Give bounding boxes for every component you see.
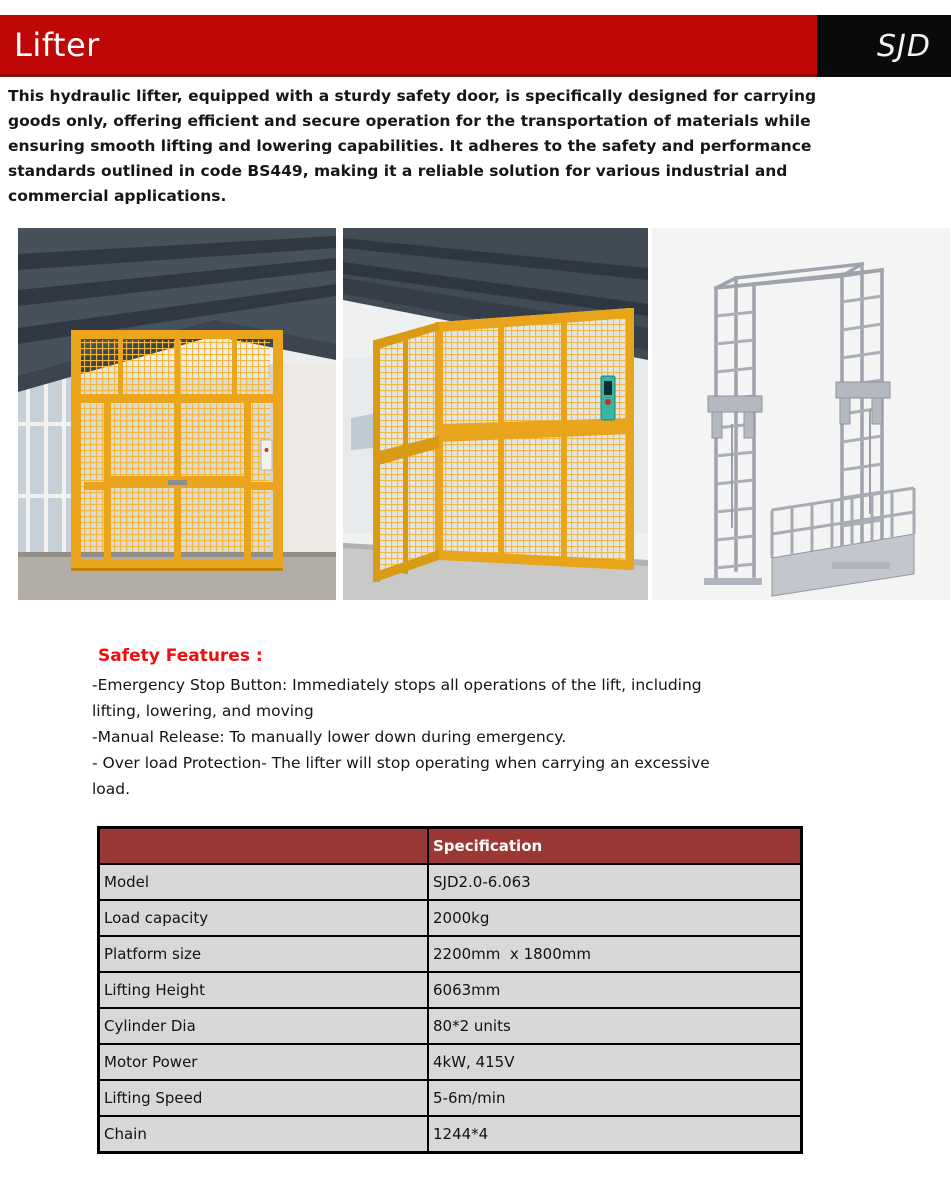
lifter-photo-angled [343, 228, 648, 600]
table-row [99, 1044, 802, 1080]
safety-line: -Emergency Stop Button: Immediately stops all operations of the lift, including [92, 676, 702, 694]
spec-table [97, 826, 803, 1154]
spec-label: Lifting Speed [99, 1080, 429, 1116]
spec-value: 5-6m/min [428, 1080, 802, 1116]
safety-line: -Manual Release: To manually lower down during emergency. [92, 728, 567, 746]
safety-features-section [92, 646, 710, 802]
table-row [99, 972, 802, 1008]
spec-value: SJD2.0-6.063 [428, 864, 802, 900]
page-title: Lifter [14, 25, 100, 64]
description-line: commercial applications. [8, 187, 227, 205]
table-row [99, 864, 802, 900]
spec-label: Motor Power [99, 1044, 429, 1080]
safety-line: - Over load Protection- The lifter will stop operating when carrying an excessive [92, 754, 710, 772]
spec-label: Cylinder Dia [99, 1008, 429, 1044]
safety-line: load. [92, 780, 131, 798]
description-line: standards outlined in code BS449, making it a reliable solution for various industrial and [8, 162, 788, 180]
spec-header-empty-cell [99, 828, 429, 865]
brand-logo-text: SJD [877, 28, 931, 64]
spec-value: 2000kg [428, 900, 802, 936]
spec-value: 2200mm x 1800mm [428, 936, 802, 972]
spec-label: Model [99, 864, 429, 900]
lifter-photo-front [18, 228, 336, 600]
banner-red-bar [0, 15, 817, 77]
spec-label: Platform size [99, 936, 429, 972]
spec-value: 6063mm [428, 972, 802, 1008]
product-description [8, 84, 816, 209]
spec-label: Lifting Height [99, 972, 429, 1008]
table-row [99, 1080, 802, 1116]
description-line: This hydraulic lifter, equipped with a sturdy safety door, is specifically designed for carrying [8, 87, 817, 105]
spec-table-header-row [99, 828, 802, 865]
description-line: goods only, offering efficient and secure operation for the transportation of materials while [8, 112, 811, 130]
description-line: ensuring smooth lifting and lowering capabilities. It adheres to the safety and performance [8, 137, 812, 155]
spec-label: Load capacity [99, 900, 429, 936]
table-row [99, 1116, 802, 1153]
banner-brand-box [817, 15, 951, 77]
safety-line: lifting, lowering, and moving [92, 702, 314, 720]
spec-label: Chain [99, 1116, 429, 1153]
safety-features-heading: Safety Features : [98, 646, 263, 666]
table-row [99, 900, 802, 936]
table-row [99, 936, 802, 972]
spec-value: 80*2 units [428, 1008, 802, 1044]
spec-value: 1244*4 [428, 1116, 802, 1153]
table-row [99, 1008, 802, 1044]
title-banner [0, 15, 951, 77]
spec-value: 4kW, 415V [428, 1044, 802, 1080]
spec-header-label: Specification [428, 828, 802, 865]
lifter-render-3d [652, 228, 950, 600]
